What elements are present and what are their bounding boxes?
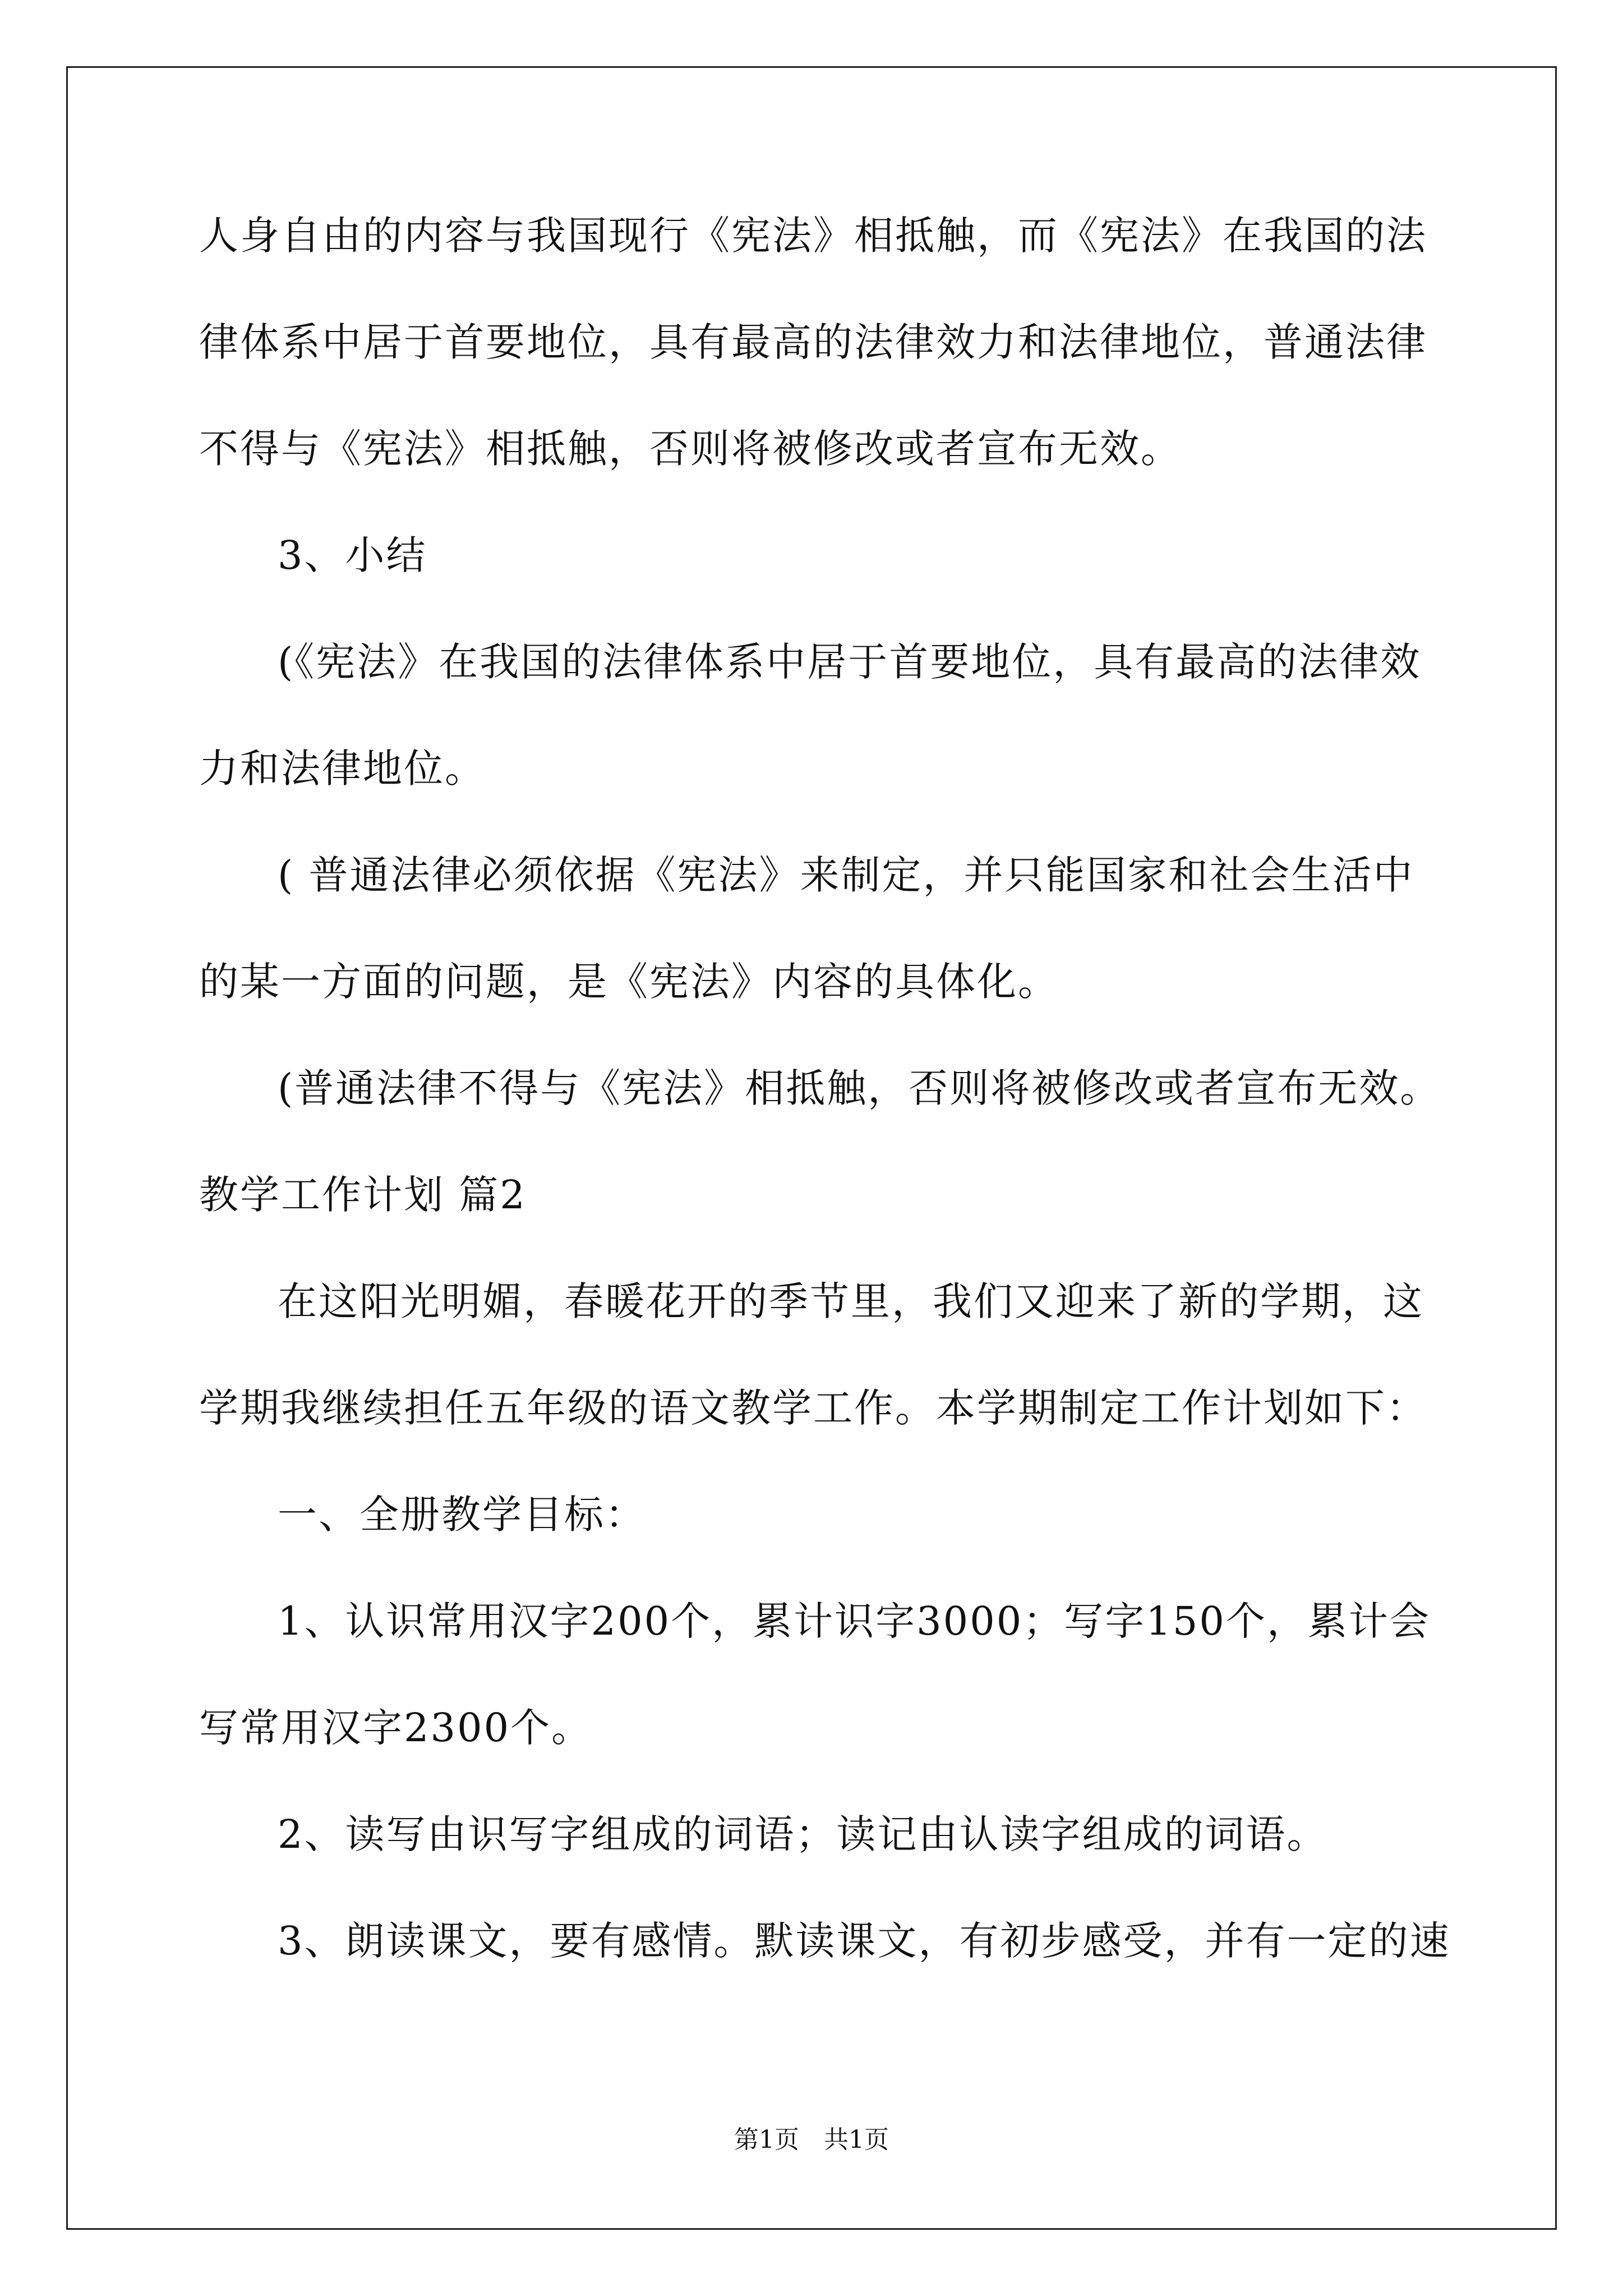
body-text-line: 的某一方面的问题，是《宪法》内容的具体化。: [199, 959, 1059, 1005]
body-text-line: (《宪法》在我国的法律体系中居于首要地位，具有最高的法律效: [278, 639, 1422, 685]
body-text-line: 人身自由的内容与我国现行《宪法》相抵触，而《宪法》在我国的法: [199, 213, 1427, 259]
list-item: 1、认识常用汉字200个，累计识字3000；写字150个，累计会: [278, 1598, 1431, 1644]
body-text-line: 力和法律地位。: [199, 746, 486, 792]
section-heading: 3、小结: [278, 532, 427, 578]
body-text-line: 学期我继续担任五年级的语文教学工作。本学期制定工作计划如下：: [199, 1385, 1427, 1431]
list-item: 2、读写由识写字组成的词语；读记由认读字组成的词语。: [278, 1811, 1328, 1857]
list-item-continuation: 写常用汉字2300个。: [199, 1705, 593, 1751]
body-text-line: ( 普通法律必须依据《宪法》来制定，并只能国家和社会生活中: [278, 852, 1414, 898]
document-heading: 教学工作计划 篇2: [199, 1172, 527, 1218]
body-text-line: (普通法律不得与《宪法》相抵触，否则将被修改或者宣布无效。: [278, 1065, 1441, 1111]
list-item: 3、朗读课文，要有感情。默读课文，有初步感受，并有一定的速: [278, 1918, 1451, 1964]
body-text-line: 律体系中居于首要地位，具有最高的法律效力和法律地位，普通法律: [199, 319, 1427, 365]
page-border: [66, 66, 1557, 2230]
section-heading: 一、全册教学目标：: [278, 1492, 646, 1538]
page-number-footer: 第1页 共1页: [734, 2125, 889, 2154]
body-text-line: 不得与《宪法》相抵触，否则将被修改或者宣布无效。: [199, 426, 1182, 472]
body-text-line: 在这阳光明媚，春暖花开的季节里，我们又迎来了新的学期，这: [278, 1278, 1424, 1324]
